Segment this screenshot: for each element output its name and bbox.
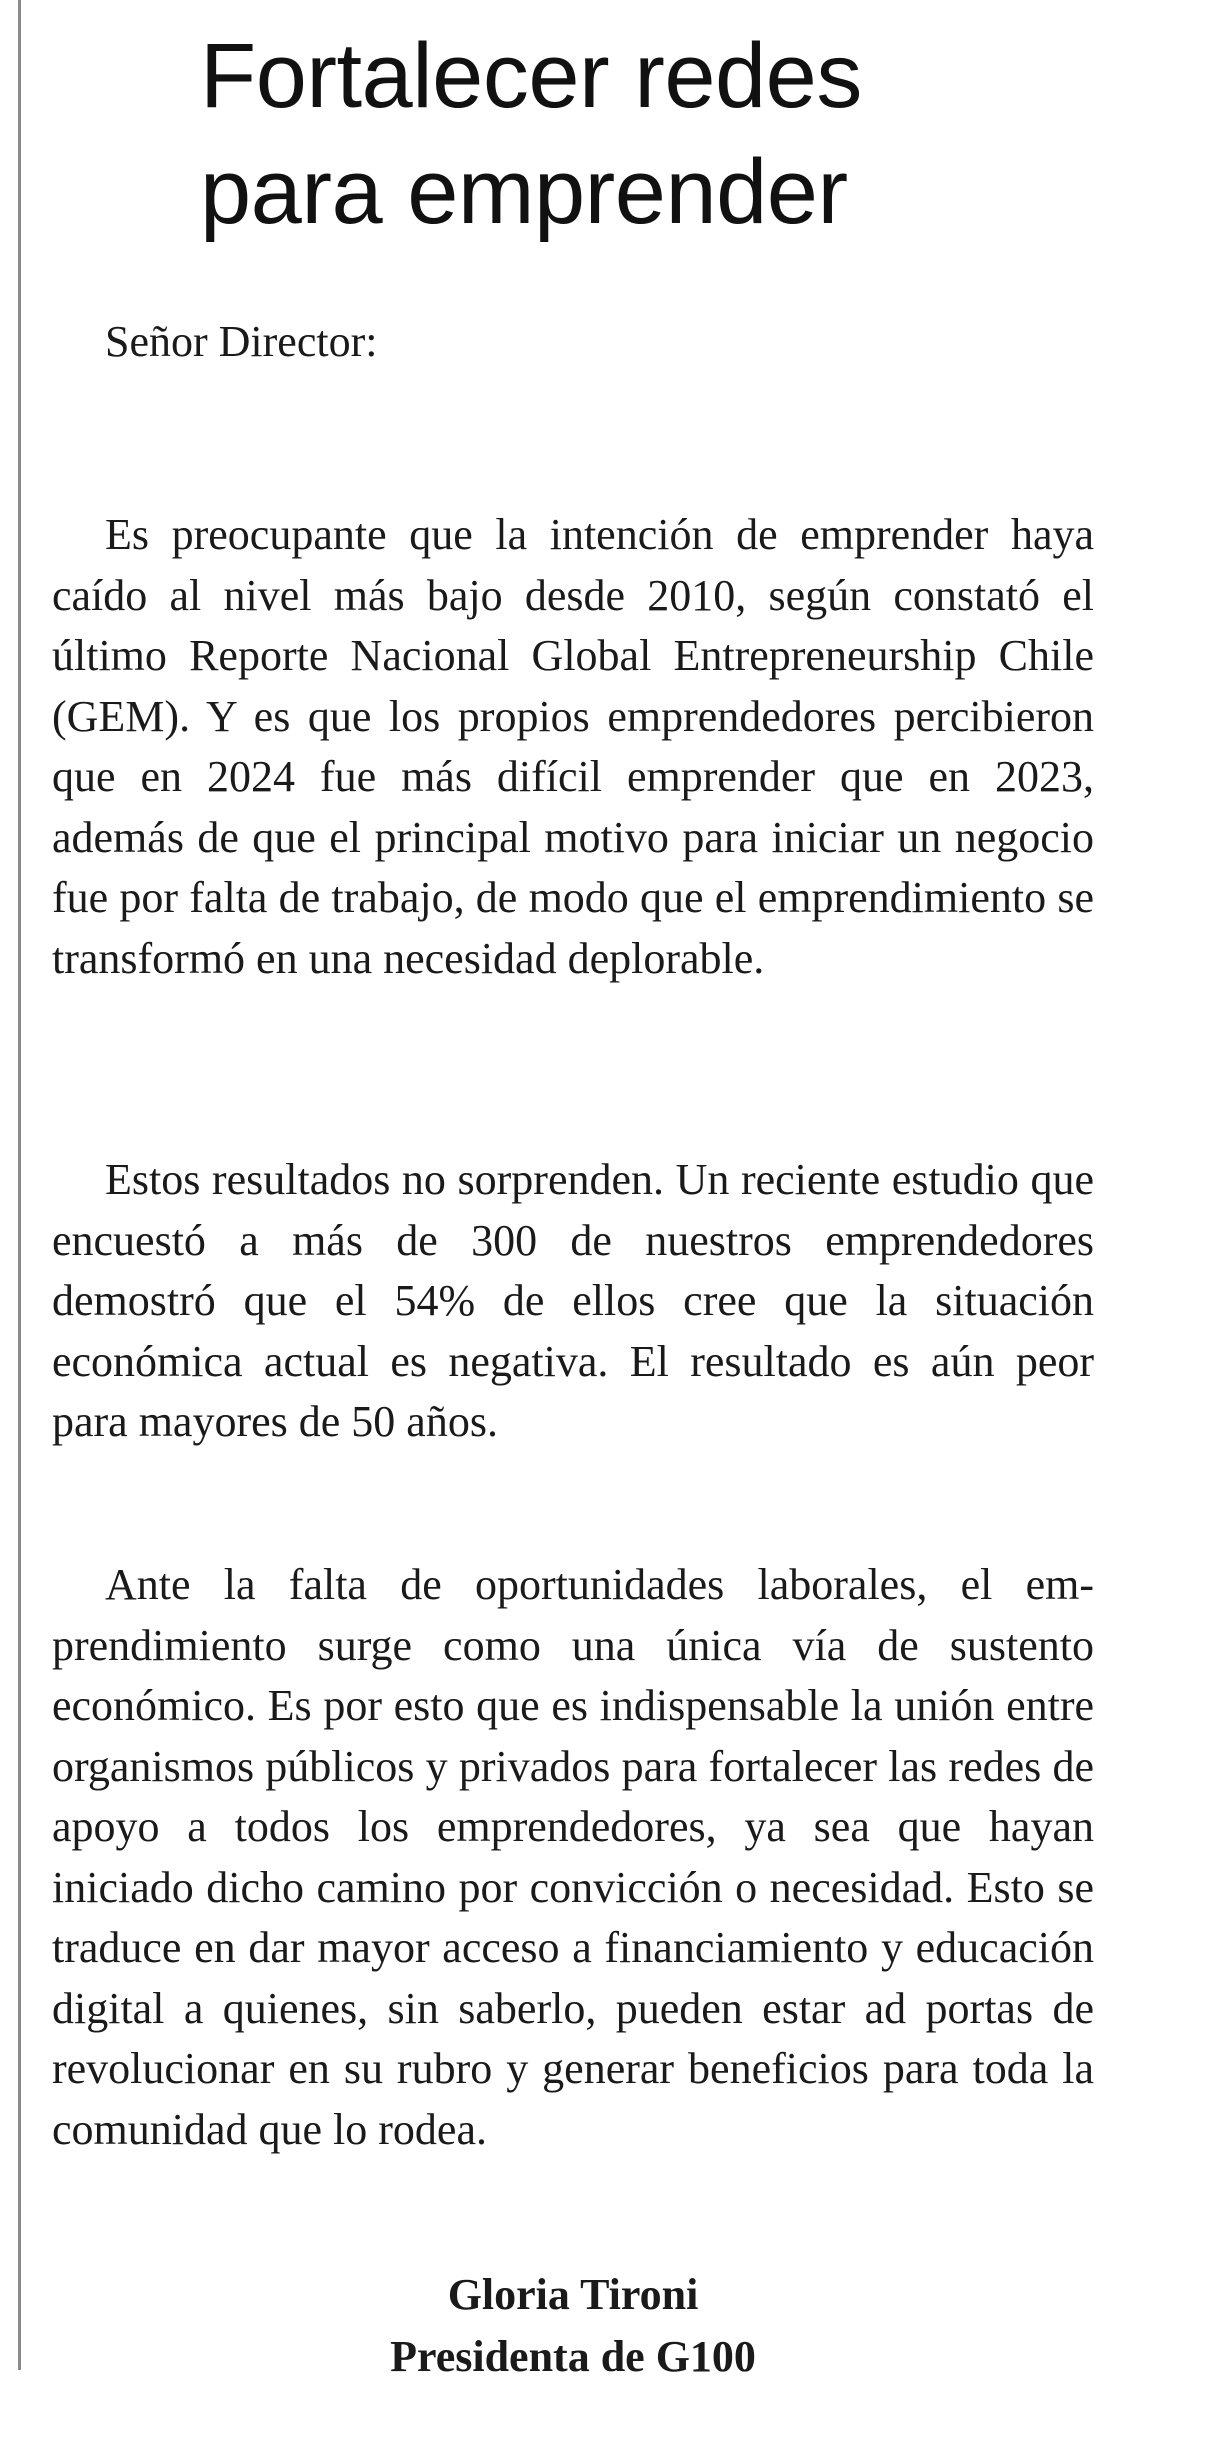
headline-line-2: para emprender [200,141,848,243]
letter-salutation: Señor Director: [105,317,378,366]
headline-line-1: Fortalecer redes [200,25,862,127]
body-paragraph-3: Ante la falta de oportunidades laborales, el emprendimiento surge como una única vía de sustento económico. Es por esto que es indispensable la unión entre organismos públicos y privados para fortalecer las redes de apoyo a todos los emprendedores, ya sea que hayan iniciado dicho camino por convicción o necesidad. Esto se traduce en dar mayor acceso a financiamiento y educación digital a quienes, sin saberlo, pueden estar ad portas de revolucionar en su rubro y generar beneficios para toda la comunidad que lo rodea. [52,1560,1094,2154]
body-paragraph-1: Es preocupante que la intención de emprender haya caído al nivel más bajo desde 2010, según constató el último Reporte Nacional Global Entrepreneurship Chile (GEM). Y es que los propios emprendedores percibieron que en 2024 fue más difícil emprender que en 2023, además de que el principal motivo para iniciar un negocio fue por falta de trabajo, de modo que el emprendimiento se transformó en una necesidad deplorable. [52,510,1094,983]
signature-name: Gloria Tironi [447,2270,699,2319]
signature-role: Presidenta de G100 [390,2332,756,2381]
body-paragraph-2: Estos resultados no sorprenden. Un reciente estudio que encuestó a más de 300 de nuestros emprendedores demostró que el 54% de ellos cree que la situación económica actual es negativa. El resultado es aún peor para mayores de 50 años. [52,1155,1094,1446]
column-divider-line [18,0,21,2370]
article-headline [200,18,1160,250]
